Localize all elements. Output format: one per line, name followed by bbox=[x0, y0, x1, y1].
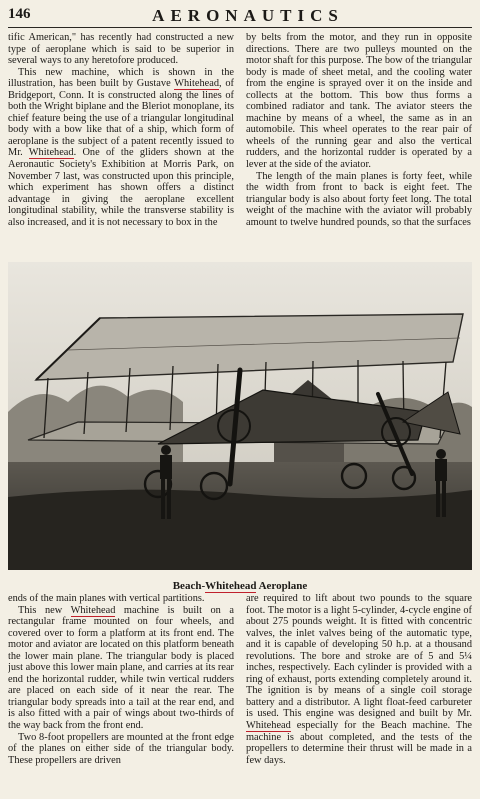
paragraph: ends of the main planes with vertical partitions. bbox=[8, 593, 205, 604]
paragraph: This new machine, which is shown in the illustration, has been built by Gustave Whitehead, of Bridgeport, Conn. It is constructed along the lines of both the Wright biplane and the Bleriot monoplane, its chief feature being the use of a triangular longitudinal body with a bow like that of a ship, which form of aeroplane is the subject of a patent recently issued to Mr. Whitehead. One of the gliders shown at the Aeronautic Society's Exhibition at Morris Park, on November 7 last, was constructed upon this principle, which experiment has shown offers a distinct advantage in giving the aeroplane excellent longitudinal stability, while the transverse stability is also increased, and it is not necessary to box in the bbox=[8, 66, 234, 228]
aeroplane-photograph bbox=[8, 262, 472, 570]
header-rule bbox=[8, 27, 472, 28]
name-highlight: Whitehead bbox=[174, 78, 220, 90]
page-number: 146 bbox=[8, 6, 31, 22]
name-highlight: Whitehead bbox=[246, 720, 291, 732]
name-highlight: Whitehead bbox=[70, 604, 116, 616]
article-column-bottom-left bbox=[8, 593, 234, 793]
figure-caption: Beach-Whitehead Aeroplane bbox=[172, 580, 308, 592]
paragraph: by belts from the motor, and they run in opposite directions. There are two pulleys mounted on the motor shaft for this purpose. The bow of the triangular body is made of sheet metal, and the cooling water from the engine is sprayed over it on the inside and collects at the bottom. This bow thus forms a combined radiator and tank. The aviator steers the machine by means of a wheel, the same as in an automobile. This wheel operates to the rear pair of wheels of the running gear and also the vertical rudders, and the horizontal rudder is operated by a lever at the side of the aviator. bbox=[246, 32, 472, 171]
paragraph: Two 8-foot propellers are mounted at the front edge of the planes on either side of the triangular body. These propellers are driven bbox=[8, 731, 234, 766]
paragraph: The length of the main planes is forty feet, while the width from front to back is eight feet. The triangular body is also about forty feet long. The total weight of the machine with the aviator will probably amount to twelve hundred pounds, so that the surfaces bbox=[246, 170, 472, 228]
paragraph: are required to lift about two pounds to the square foot. The motor is a light 5-cylinder, 4-cycle engine of about 275 pounds weight. It is fitted with concentric valves, the inlet valves being of the automatic type, and it is capable of developing 50 h.p. at a thousand revolutions. The bore and stroke are of 5 and 5¼ inches, respectively. Each cylinder is provided with a ring of exhaust, ports extending completely around it. The ignition is by means of a single coil storage battery and a distributor. A light float-feed carbureter is used. This engine was designed and built by Mr. Whitehead especially for the Beach machine. The machine is about completed, and the tests of the propellers to determine their thrust will be made in a few days. bbox=[246, 593, 472, 766]
name-highlight: Whitehead bbox=[205, 580, 257, 592]
article-column-bottom-right bbox=[246, 593, 472, 793]
aeroplane-photo-illustration bbox=[8, 262, 472, 570]
article-column-top-right bbox=[246, 32, 472, 260]
paragraph: This new Whitehead machine is built on a rectangular frame mounted on four wheels, and covered over to form a platform at its front end. The motor and aviator are located on this platform beneath the lower main plane. The triangular body is placed just above this lower main plane, and carries at its rear end the horizontal rudder, while twin vertical rudders are placed on each side of it near the rear. The triangular body spreads into a tail at the rear end, and is also fitted with a pair of wings about two-thirds of the way back from the front end. bbox=[8, 604, 234, 732]
page-header bbox=[8, 6, 472, 28]
paragraph: tific American," has recently had constructed a new type of aeroplane which is said to be superior in several ways to any heretofore produced. bbox=[8, 32, 234, 67]
article-column-top-left bbox=[8, 32, 234, 260]
name-highlight: Whitehead bbox=[28, 147, 74, 159]
journal-title: AERONAUTICS bbox=[152, 6, 344, 25]
